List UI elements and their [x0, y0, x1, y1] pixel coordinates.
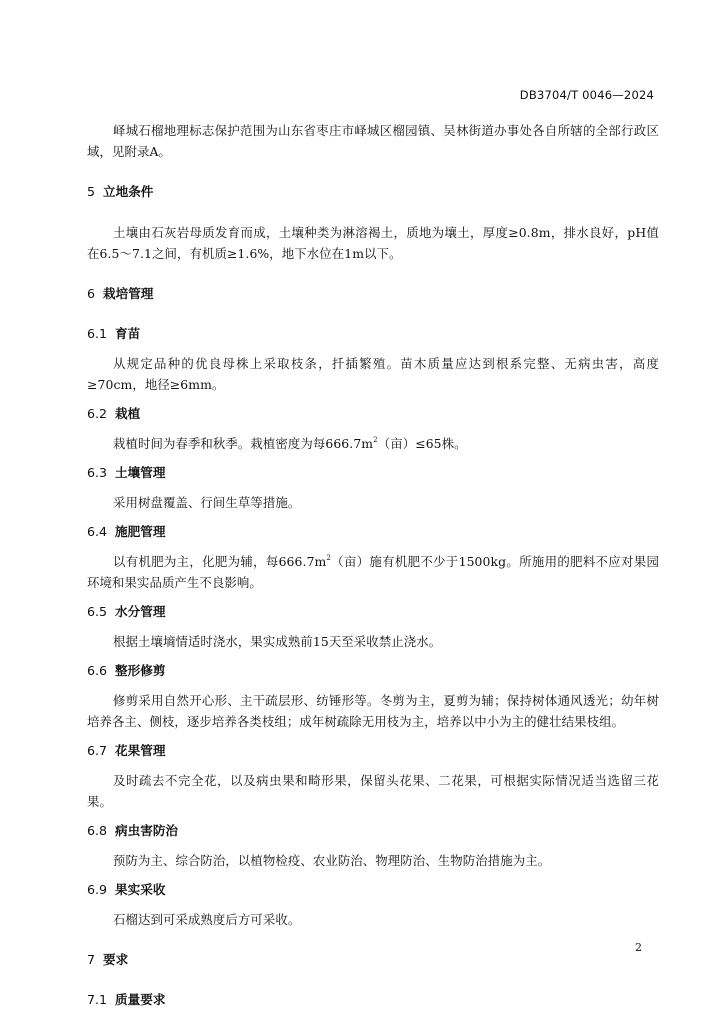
section-title: 病虫害防治 — [115, 823, 178, 838]
section-6-3-text: 采用树盘覆盖、行间生草等措施。 — [113, 495, 301, 510]
section-6-8-text: 预防为主、综合防治，以植物检疫、农业防治、物理防治、生物防治措施为主。 — [113, 853, 551, 868]
section-6-4-heading — [87, 522, 659, 542]
section-number: 5 — [87, 184, 96, 199]
section-title: 育苗 — [115, 326, 141, 341]
section-6-1-text: 从规定品种的优良母株上采取枝条，扦插繁殖。苗木质量应达到根系完整、无病虫害，高度≥70cm，地径≥6mm。 — [87, 356, 659, 392]
text-part: 以有机肥为主，化肥为辅，每666.7m — [113, 554, 327, 569]
section-title: 质量要求 — [115, 992, 166, 1007]
section-number: 6.3 — [87, 465, 108, 480]
section-6-3-heading — [87, 463, 659, 483]
text-part: （亩）施有机肥不少于1500kg。所施用的肥料不应对果园环境和果实品质产生不良影响。 — [87, 554, 659, 590]
section-title: 施肥管理 — [115, 524, 166, 539]
section-number: 6.6 — [87, 663, 108, 678]
section-title: 水分管理 — [115, 604, 166, 619]
text-part: 栽植时间为春季和秋季。栽植密度为每666.7m — [113, 436, 374, 451]
section-6-1-heading — [87, 324, 659, 344]
section-6-6-heading — [87, 661, 659, 681]
section-number: 6.8 — [87, 823, 108, 838]
section-7-1-heading — [87, 990, 659, 1010]
section-number: 6.1 — [87, 326, 108, 341]
section-6-9-heading — [87, 880, 659, 900]
section-number: 6.4 — [87, 524, 108, 539]
section-6-2-heading — [87, 404, 659, 424]
document-code: DB3704/T 0046—2024 — [519, 88, 654, 102]
section-title: 栽植 — [115, 406, 141, 421]
intro-paragraph: 峄城石榴地理标志保护范围为山东省枣庄市峄城区榴园镇、吴林街道办事处各自所辖的全部行政区域，见附录A。 — [87, 123, 659, 159]
section-6-7-text: 及时疏去不完全花，以及病虫果和畸形果，保留头花果、二花果，可根据实际情况适当选留三花果。 — [87, 773, 659, 809]
superscript: 2 — [326, 554, 331, 562]
section-7-heading — [87, 950, 659, 970]
section-number: 6.7 — [87, 743, 108, 758]
section-title: 立地条件 — [103, 184, 154, 199]
section-6-8-heading — [87, 821, 659, 841]
page-number: 2 — [635, 941, 642, 954]
section-title: 土壤管理 — [115, 465, 166, 480]
section-6-5-text: 根据土壤墒情适时浇水，果实成熟前15天至采收禁止浇水。 — [113, 634, 442, 649]
text-part: （亩）≤65株。 — [377, 436, 467, 451]
page-body — [87, 120, 659, 1019]
superscript: 2 — [373, 436, 378, 444]
section-6-7-heading — [87, 741, 659, 761]
section-6-5-heading — [87, 602, 659, 622]
section-6-9-text: 石榴达到可采成熟度后方可采收。 — [113, 912, 301, 927]
section-6-heading — [87, 284, 659, 304]
section-6-2-text — [87, 433, 659, 454]
section-number: 7 — [87, 952, 96, 967]
section-number: 6 — [87, 286, 96, 301]
section-5-text: 土壤由石灰岩母质发育而成，土壤种类为淋溶褐土，质地为壤土，厚度≥0.8m，排水良好，pH值在6.5～7.1之间，有机质≥1.6%，地下水位在1m以下。 — [87, 225, 659, 261]
section-title: 栽培管理 — [103, 286, 154, 301]
section-number: 6.5 — [87, 604, 108, 619]
section-title: 要求 — [103, 952, 129, 967]
section-number: 7.1 — [87, 992, 108, 1007]
section-title: 果实采收 — [115, 882, 166, 897]
section-title: 整形修剪 — [115, 663, 166, 678]
section-5-heading — [87, 182, 659, 202]
section-number: 6.2 — [87, 406, 108, 421]
section-number: 6.9 — [87, 882, 108, 897]
section-title: 花果管理 — [115, 743, 166, 758]
section-6-6-text: 修剪采用自然开心形、主干疏层形、纺锤形等。冬剪为主，夏剪为辅；保持树体通风透光；幼年树培养各主、侧枝，逐步培养各类枝组；成年树疏除无用枝为主，培养以中小为主的健壮结果枝组。 — [87, 693, 659, 729]
section-6-4-text — [87, 551, 659, 593]
